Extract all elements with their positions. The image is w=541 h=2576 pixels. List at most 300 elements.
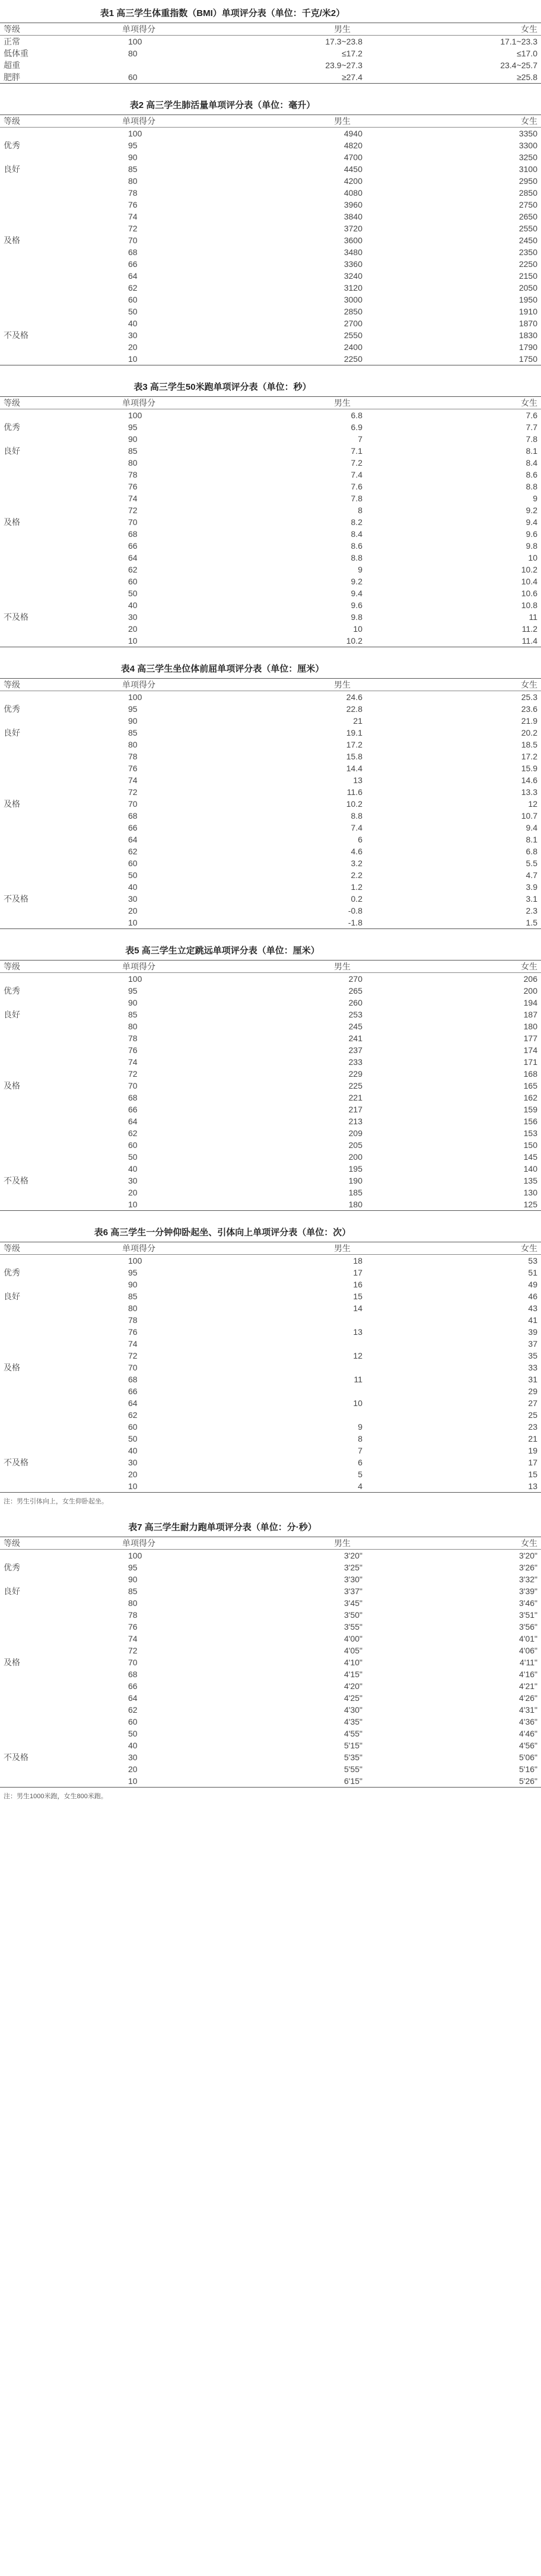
cell-level (0, 187, 93, 199)
cell-female: 1830 (518, 330, 537, 340)
cell-female: 7.8 (526, 434, 537, 444)
table-row (0, 564, 541, 575)
cell-female: 4'11" (520, 1658, 537, 1667)
cell-score: 62 (128, 1128, 138, 1138)
cell-male (229, 1409, 416, 1421)
cell-score: 50 (128, 1729, 138, 1738)
cell-level (0, 1716, 93, 1728)
cell-male: 18 (353, 1256, 362, 1265)
cell-score: 70 (128, 1363, 138, 1372)
header-female: 女生 (521, 1244, 537, 1253)
header-score: 单项得分 (122, 398, 155, 408)
header-male: 男生 (334, 398, 351, 408)
cell-score: 60 (128, 577, 138, 586)
cell-female: 1950 (518, 295, 537, 304)
cell-score: 74 (128, 212, 138, 221)
cell-score: 68 (128, 811, 138, 820)
table-header-row (0, 961, 541, 973)
table-title: 表6 高三学生一分钟仰卧起坐、引体向上单项评分表（单位：次） (94, 1227, 351, 1238)
cell-score: 68 (128, 247, 138, 257)
cell-female: 2050 (518, 283, 537, 292)
cell-score: 90 (128, 1280, 138, 1289)
cell-male: 253 (348, 1010, 362, 1019)
cell-level: 不及格 (4, 894, 28, 904)
cell-level (0, 1044, 93, 1056)
cell-score: 100 (128, 129, 142, 138)
cell-score: 80 (128, 458, 138, 468)
cell-male: 265 (348, 986, 362, 996)
cell-score: 62 (128, 847, 138, 856)
cell-level (0, 341, 93, 353)
cell-female: 49 (528, 1280, 537, 1289)
cell-female: 13.3 (521, 787, 537, 797)
table-row (0, 1338, 541, 1350)
table-row (0, 1728, 541, 1739)
cell-level (0, 1480, 93, 1493)
cell-female: 9 (533, 494, 537, 503)
cell-male: 2.2 (351, 870, 362, 880)
cell-score: 100 (128, 1256, 142, 1265)
cell-male: 9 (358, 565, 362, 574)
cell-female: 23 (528, 1422, 537, 1432)
cell-level: 优秀 (4, 1268, 20, 1277)
cell-score: 20 (128, 1764, 138, 1774)
cell-male: 3'55" (343, 1622, 362, 1632)
cell-level (0, 457, 93, 469)
cell-level (0, 599, 93, 611)
cell-female: 1870 (518, 319, 537, 328)
cell-male: 21 (353, 716, 362, 726)
cell-male: 9.4 (351, 589, 362, 598)
cell-score: 95 (128, 1563, 138, 1572)
cell-score: 95 (128, 986, 138, 996)
cell-score (93, 59, 229, 71)
cell-level (0, 845, 93, 857)
score-table (0, 23, 541, 84)
score-table (0, 1242, 541, 1493)
cell-level (0, 1103, 93, 1115)
cell-score: 100 (128, 692, 142, 702)
table-row (0, 1056, 541, 1068)
cell-score: 62 (128, 565, 138, 574)
cell-level (0, 1645, 93, 1656)
cell-male: 19.1 (346, 728, 362, 737)
cell-male: 225 (348, 1081, 362, 1090)
cell-female: 3'51" (518, 1610, 537, 1620)
cell-female: 12 (528, 799, 537, 809)
table-row (0, 175, 541, 187)
table-row (0, 1279, 541, 1290)
cell-level (0, 481, 93, 492)
table-row (0, 611, 541, 623)
cell-level: 不及格 (4, 612, 28, 622)
cell-female: 6.8 (526, 847, 537, 856)
cell-score: 100 (128, 411, 142, 420)
cell-female: 9.4 (526, 517, 537, 527)
cell-level (0, 1468, 93, 1480)
cell-level (0, 1728, 93, 1739)
cell-score: 20 (128, 624, 138, 634)
table-row (0, 1445, 541, 1456)
score-table (0, 960, 541, 1211)
table-row (0, 1044, 541, 1056)
cell-male: 8.4 (351, 529, 362, 539)
cell-female: 2850 (518, 188, 537, 198)
cell-score: 95 (128, 141, 138, 150)
cell-male: 180 (348, 1200, 362, 1209)
cell-female: 125 (523, 1200, 537, 1209)
cell-male: 9.6 (351, 600, 362, 610)
cell-score: 66 (128, 259, 138, 269)
cell-female: 19 (528, 1446, 537, 1455)
cell-level (0, 306, 93, 317)
table-header-row (0, 679, 541, 691)
header-female: 女生 (521, 680, 537, 689)
header-score: 单项得分 (122, 116, 155, 126)
cell-male: 10 (353, 624, 362, 634)
cell-level (0, 1397, 93, 1409)
cell-male: 14 (353, 1303, 362, 1313)
cell-male: 4940 (343, 129, 362, 138)
cell-score: 72 (128, 1646, 138, 1655)
table-row (0, 750, 541, 762)
cell-level (0, 1338, 93, 1350)
cell-female: 159 (523, 1105, 537, 1114)
cell-level (0, 1115, 93, 1127)
cell-male: 9.2 (351, 577, 362, 586)
cell-score: 60 (128, 295, 138, 304)
table-row (0, 1645, 541, 1656)
header-level: 等级 (4, 24, 20, 34)
cell-female: 51 (528, 1268, 537, 1277)
cell-level: 及格 (4, 799, 20, 809)
cell-level (0, 1421, 93, 1433)
cell-male: 185 (348, 1188, 362, 1197)
cell-male: 8.6 (351, 541, 362, 551)
cell-female: 130 (523, 1188, 537, 1197)
table-row (0, 1267, 541, 1279)
cell-level (0, 715, 93, 727)
table-row (0, 893, 541, 905)
header-score: 单项得分 (122, 1244, 155, 1253)
table-row (0, 1433, 541, 1445)
cell-male: 10 (353, 1398, 362, 1408)
header-male: 男生 (334, 962, 351, 971)
cell-female: 2950 (518, 176, 537, 186)
cell-score: 10 (128, 354, 138, 364)
cell-level (0, 1550, 93, 1562)
cell-male: 3'30" (343, 1575, 362, 1584)
cell-score: 74 (128, 1339, 138, 1349)
cell-female: 8.1 (526, 835, 537, 844)
cell-male: 22.8 (346, 704, 362, 714)
cell-female: ≤17.0 (517, 49, 537, 58)
table-row (0, 1020, 541, 1032)
table-row (0, 1009, 541, 1020)
cell-male: 3'20" (343, 1551, 362, 1560)
cell-score: 80 (128, 1598, 138, 1608)
table-row (0, 151, 541, 163)
cell-female: 29 (528, 1386, 537, 1396)
table-row (0, 47, 541, 59)
cell-score: 30 (128, 612, 138, 622)
cell-score: 64 (128, 1693, 138, 1703)
cell-male: 5'55" (343, 1764, 362, 1774)
cell-level (0, 409, 93, 422)
cell-male: 8.2 (351, 517, 362, 527)
cell-female: 3'39" (518, 1586, 537, 1596)
cell-score: 100 (128, 37, 142, 46)
score-table-block-5 (0, 944, 537, 1211)
cell-level (0, 1326, 93, 1338)
cell-score: 30 (128, 1753, 138, 1762)
cell-male: 270 (348, 974, 362, 984)
cell-score: 90 (128, 998, 138, 1007)
cell-female: 9.6 (526, 529, 537, 539)
cell-female: 9.4 (526, 823, 537, 832)
cell-male: 4'35" (343, 1717, 362, 1726)
cell-score: 80 (128, 740, 138, 749)
table-row (0, 1198, 541, 1211)
cell-score: 74 (128, 1634, 138, 1643)
cell-male: ≥27.4 (342, 72, 362, 82)
cell-score: 20 (128, 342, 138, 352)
cell-female: ≥25.8 (517, 72, 537, 82)
table-row (0, 1314, 541, 1326)
cell-female: 3350 (518, 129, 537, 138)
table-row (0, 353, 541, 365)
header-female: 女生 (521, 24, 537, 34)
table-row (0, 481, 541, 492)
cell-score: 74 (128, 494, 138, 503)
cell-level: 低体重 (4, 49, 28, 58)
cell-female: 3300 (518, 141, 537, 150)
cell-male: 4 (358, 1481, 362, 1491)
table-row (0, 1480, 541, 1493)
cell-score: 60 (128, 858, 138, 868)
table-row (0, 822, 541, 834)
table-row (0, 71, 541, 84)
cell-level (0, 1680, 93, 1692)
table-row (0, 1175, 541, 1187)
cell-male: 233 (348, 1057, 362, 1067)
cell-score: 60 (128, 72, 138, 82)
cell-score: 85 (128, 1010, 138, 1019)
table-row (0, 857, 541, 869)
table-row (0, 739, 541, 750)
cell-female: 4.7 (526, 870, 537, 880)
cell-male: 11 (354, 1375, 362, 1384)
cell-score: 68 (128, 1093, 138, 1102)
cell-female: 18.5 (521, 740, 537, 749)
cell-level (0, 1373, 93, 1385)
cell-level (0, 151, 93, 163)
cell-female: 35 (528, 1351, 537, 1360)
cell-female: 3'56" (518, 1622, 537, 1632)
cell-female: 11.4 (521, 636, 537, 645)
table-row (0, 1115, 541, 1127)
header-male: 男生 (334, 1538, 351, 1548)
cell-score: 85 (128, 728, 138, 737)
table-row (0, 282, 541, 294)
cell-female: 145 (523, 1152, 537, 1162)
cell-female: 2350 (518, 247, 537, 257)
cell-female: 31 (528, 1375, 537, 1384)
cell-male: 3480 (343, 247, 362, 257)
cell-female: 11.2 (521, 624, 537, 634)
header-level: 等级 (4, 680, 20, 689)
table-row (0, 1103, 541, 1115)
table-row (0, 1068, 541, 1080)
cell-level (0, 1092, 93, 1103)
cell-level (0, 258, 93, 270)
cell-male: 10.2 (346, 636, 362, 645)
cell-level (0, 1198, 93, 1211)
cell-score: 70 (128, 517, 138, 527)
cell-male: 7.1 (351, 446, 362, 456)
table-row (0, 211, 541, 222)
cell-score: 70 (128, 236, 138, 245)
cell-level (0, 587, 93, 599)
cell-level: 优秀 (4, 1563, 20, 1572)
cell-score: 40 (128, 882, 138, 892)
cell-level (0, 739, 93, 750)
cell-male: 15.8 (346, 752, 362, 761)
cell-score: 76 (128, 200, 138, 209)
cell-level: 及格 (4, 1658, 20, 1667)
cell-female: 174 (523, 1045, 537, 1055)
cell-score: 20 (128, 906, 138, 915)
cell-score: 50 (128, 870, 138, 880)
cell-male: 10.2 (346, 799, 362, 809)
cell-level (0, 1032, 93, 1044)
cell-female: 1.5 (526, 918, 537, 927)
table-row (0, 270, 541, 282)
cell-score: 85 (128, 164, 138, 174)
cell-score: 100 (128, 974, 142, 984)
cell-female: 10.6 (521, 589, 537, 598)
cell-male: 7.4 (351, 470, 362, 479)
cell-level (0, 128, 93, 140)
cell-level (0, 492, 93, 504)
table-row (0, 469, 541, 481)
table-row (0, 1550, 541, 1562)
cell-level (0, 881, 93, 893)
table-header-row (0, 115, 541, 128)
table-row (0, 1350, 541, 1362)
cell-male: 8 (358, 1434, 362, 1443)
header-level: 等级 (4, 116, 20, 126)
table-row (0, 727, 541, 739)
cell-female: 10.7 (521, 811, 537, 820)
cell-level (0, 1139, 93, 1151)
cell-level: 不及格 (4, 330, 28, 340)
cell-level (0, 469, 93, 481)
cell-score: 76 (128, 764, 138, 773)
table-row (0, 246, 541, 258)
cell-female: 194 (523, 998, 537, 1007)
cell-level: 优秀 (4, 986, 20, 996)
cell-female: 41 (528, 1315, 537, 1325)
cell-female: 7.7 (526, 422, 537, 432)
table-row (0, 973, 541, 985)
cell-score: 68 (128, 1669, 138, 1679)
cell-male: 195 (348, 1164, 362, 1173)
table-row (0, 294, 541, 306)
cell-score: 90 (128, 1575, 138, 1584)
cell-level (0, 1056, 93, 1068)
cell-score: 60 (128, 1140, 138, 1150)
cell-score: 20 (128, 1470, 138, 1479)
cell-male: 8.8 (351, 553, 362, 562)
cell-level (0, 822, 93, 834)
tables-container (0, 7, 537, 1801)
table-row (0, 1656, 541, 1668)
cell-score: 80 (128, 1022, 138, 1031)
header-male: 男生 (334, 1244, 351, 1253)
cell-score: 60 (128, 1717, 138, 1726)
cell-score: 90 (128, 152, 138, 162)
cell-male: 2850 (343, 307, 362, 316)
cell-score: 30 (128, 1176, 138, 1185)
cell-score: 64 (128, 1117, 138, 1126)
table-row (0, 1127, 541, 1139)
cell-score: 80 (128, 1303, 138, 1313)
cell-score: 72 (128, 1069, 138, 1079)
cell-score: 62 (128, 1705, 138, 1715)
table-row (0, 1633, 541, 1645)
cell-male: 4'25" (343, 1693, 362, 1703)
cell-score: 78 (128, 1610, 138, 1620)
table-note: 注：男生1000米跑，女生800米跑。 (4, 1793, 107, 1800)
cell-male: 4'55" (343, 1729, 362, 1738)
cell-female: 135 (523, 1176, 537, 1185)
table-row (0, 786, 541, 798)
cell-male: 0.2 (351, 894, 362, 904)
cell-female: 15.9 (521, 764, 537, 773)
cell-female: 10.8 (521, 600, 537, 610)
cell-level (0, 905, 93, 917)
cell-female: 1790 (518, 342, 537, 352)
cell-score: 95 (128, 1268, 138, 1277)
cell-score: 76 (128, 1622, 138, 1632)
cell-female: 10.2 (521, 565, 537, 574)
table-row (0, 1187, 541, 1198)
cell-female: 1910 (518, 307, 537, 316)
table-row (0, 528, 541, 540)
cell-male (229, 1362, 416, 1373)
cell-score: 80 (128, 176, 138, 186)
cell-level (0, 246, 93, 258)
cell-score: 40 (128, 600, 138, 610)
table-row (0, 623, 541, 635)
cell-level (0, 1668, 93, 1680)
cell-score: 70 (128, 799, 138, 809)
table-row (0, 504, 541, 516)
cell-female: 4'56" (518, 1741, 537, 1750)
cell-male: 229 (348, 1069, 362, 1079)
header-level: 等级 (4, 1538, 20, 1548)
cell-level (0, 564, 93, 575)
cell-male: 217 (348, 1105, 362, 1114)
cell-male: 2700 (343, 319, 362, 328)
table-row (0, 1680, 541, 1692)
table-row (0, 1456, 541, 1468)
cell-male: 6.8 (351, 411, 362, 420)
cell-male: 5'35" (343, 1753, 362, 1762)
cell-male: 3360 (343, 259, 362, 269)
cell-score: 90 (128, 716, 138, 726)
